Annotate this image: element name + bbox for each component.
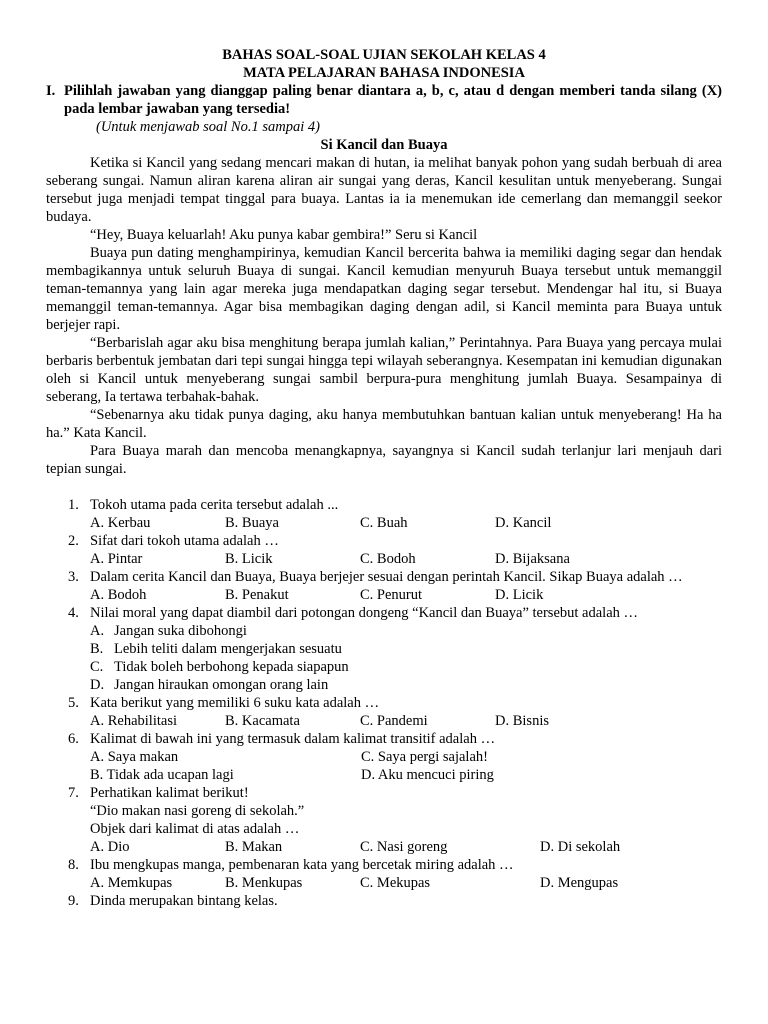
story-paragraph: Buaya pun dating menghampirinya, kemudian Kancil bercerita bahwa ia memiliki daging segar dan hendak membagikannya untuk seluruh Buaya di sungai. Kancil kemudian menyuruh Buaya tersebut untuk memanggil teman-temannya yang lain agar mereka juga mendapatkan daging segar tersebut. Mendengar hal itu, si Buaya memanggil teman-temannya. Agar bisa membagikan daging dengan adil, si Kancil meminta para Buaya untuk berjejer rapi. xyxy=(46,245,722,333)
section-number: I. xyxy=(46,83,56,99)
option-c: C. Buah xyxy=(360,515,408,531)
option-letter: B. xyxy=(90,641,104,657)
question-text: Nilai moral yang dapat diambil dari potongan dongeng “Kancil dan Buaya” tersebut adalah … xyxy=(90,605,639,621)
question-text: Perhatikan kalimat berikut! xyxy=(90,785,249,801)
option-c: C. Pandemi xyxy=(360,713,428,729)
option-b xyxy=(46,640,722,658)
exam-title: BAHAS SOAL-SOAL UJIAN SEKOLAH KELAS 4 xyxy=(222,47,546,63)
option-text: Lebih teliti dalam mengerjakan sesuatu xyxy=(114,641,342,657)
question-number: 7. xyxy=(68,785,79,801)
option-d: D. Mengupas xyxy=(540,875,619,891)
option-b: B. Buaya xyxy=(225,515,279,531)
question-text: Ibu mengkupas manga, pembenaran kata yang bercetak miring adalah … xyxy=(90,857,514,873)
option-c: C. Mekupas xyxy=(360,875,431,891)
question-number: 9. xyxy=(68,893,79,909)
option-a: A. Kerbau xyxy=(90,515,151,531)
option-c: C. Penurut xyxy=(360,587,423,603)
question-number: 2. xyxy=(68,533,79,549)
option-d xyxy=(46,676,722,694)
option-text: Jangan suka dibohongi xyxy=(114,623,247,639)
question-7 xyxy=(46,784,722,802)
question-6 xyxy=(46,730,722,748)
option-d: D. Bisnis xyxy=(495,713,549,729)
option-b: B. Penakut xyxy=(225,587,289,603)
question-5 xyxy=(46,694,722,712)
story-paragraph: “Sebenarnya aku tidak punya daging, aku hanya membutuhkan bantuan kalian untuk menyeberang! Ha ha ha.” Kata Kancil. xyxy=(46,407,722,441)
option-c: C. Bodoh xyxy=(360,551,416,567)
question-prompt: Objek dari kalimat di atas adalah … xyxy=(90,821,300,837)
question-quote: “Dio makan nasi goreng di sekolah.” xyxy=(90,803,305,819)
story-paragraph: “Hey, Buaya keluarlah! Aku punya kabar gembira!” Seru si Kancil xyxy=(90,227,478,243)
question-6-options-row2 xyxy=(46,766,722,784)
question-8-options xyxy=(46,874,722,892)
option-b: B. Licik xyxy=(225,551,273,567)
option-d: D. Bijaksana xyxy=(495,551,570,567)
question-number: 6. xyxy=(68,731,79,747)
story-title: Si Kancil dan Buaya xyxy=(320,137,448,153)
question-3-options xyxy=(46,586,722,604)
option-text: Tidak boleh berbohong kepada siapapun xyxy=(114,659,349,675)
question-7-options xyxy=(46,838,722,856)
option-b: B. Makan xyxy=(225,839,283,855)
question-2 xyxy=(46,532,722,550)
question-8 xyxy=(46,856,722,874)
spacer xyxy=(46,478,722,496)
option-d: D. Aku mencuci piring xyxy=(361,767,494,783)
option-c xyxy=(46,658,722,676)
option-c: C. Saya pergi sajalah! xyxy=(361,749,488,765)
option-a: A. Memkupas xyxy=(90,875,173,891)
question-2-options xyxy=(46,550,722,568)
question-1 xyxy=(46,496,722,514)
option-a: A. Bodoh xyxy=(90,587,147,603)
question-5-options xyxy=(46,712,722,730)
option-c: C. Nasi goreng xyxy=(360,839,448,855)
story-paragraph: Para Buaya marah dan mencoba menangkapnya, sayangnya si Kancil sudah terlanjur lari menjauh dari tepian sungai. xyxy=(46,443,722,477)
option-d: D. Kancil xyxy=(495,515,552,531)
subject-title: MATA PELAJARAN BAHASA INDONESIA xyxy=(243,65,525,81)
option-d: D. Licik xyxy=(495,587,544,603)
instruction-note: (Untuk menjawab soal No.1 sampai 4) xyxy=(96,119,320,135)
question-number: 5. xyxy=(68,695,79,711)
option-letter: A. xyxy=(90,623,105,639)
question-1-options xyxy=(46,514,722,532)
question-4 xyxy=(46,604,722,622)
question-text: Kata berikut yang memiliki 6 suku kata adalah … xyxy=(90,695,380,711)
question-9 xyxy=(46,892,722,910)
option-text: Jangan hiraukan omongan orang lain xyxy=(114,677,329,693)
option-b: B. Kacamata xyxy=(225,713,300,729)
option-a: A. Pintar xyxy=(90,551,143,567)
option-a: A. Dio xyxy=(90,839,130,855)
option-b: B. Menkupas xyxy=(225,875,303,891)
story-paragraph: Ketika si Kancil yang sedang mencari makan di hutan, ia melihat banyak pohon yang sudah berbuah di area seberang sungai. Namun aliran karena aliran air sungai yang deras, Kancil kesulitan untuk menyeberang. Sungai tersebut juga menjadi tempat tinggal para buaya. Lantas ia ia menemukan ide cemerlang dan memanggil seekor budaya. xyxy=(46,155,722,225)
instruction-text: Pilihlah jawaban yang dianggap paling benar diantara a, b, c, atau d dengan memberi tanda silang (X) pada lembar jawaban yang tersedia! xyxy=(64,83,722,117)
question-number: 3. xyxy=(68,569,79,585)
question-number: 4. xyxy=(68,605,79,621)
story-paragraph: “Berbarislah agar aku bisa menghitung berapa jumlah kalian,” Perintahnya. Para Buaya yang percaya mulai berbaris berbentuk jembatan dari tepi sungai hingga tepi wilayah seberangnya. Kesempatan ini kemudian digunakan oleh si Kancil untuk menyeberang sungai sambil berpura-pura menghitung jumlah Buaya. Sesampainya di seberang, Ia tertawa terbahak-bahak. xyxy=(46,335,722,405)
question-number: 1. xyxy=(68,497,79,513)
option-a xyxy=(46,622,722,640)
question-text: Sifat dari tokoh utama adalah … xyxy=(90,533,279,549)
question-number: 8. xyxy=(68,857,79,873)
question-3 xyxy=(46,568,722,586)
option-b: B. Tidak ada ucapan lagi xyxy=(90,767,234,783)
question-text: Dinda merupakan bintang kelas. xyxy=(90,893,278,909)
question-text: Kalimat di bawah ini yang termasuk dalam kalimat transitif adalah … xyxy=(90,731,496,747)
option-letter: C. xyxy=(90,659,104,675)
option-d: D. Di sekolah xyxy=(540,839,621,855)
question-6-options-row1 xyxy=(46,748,722,766)
option-a: A. Saya makan xyxy=(90,749,179,765)
option-letter: D. xyxy=(90,677,105,693)
question-text: Dalam cerita Kancil dan Buaya, Buaya berjejer sesuai dengan perintah Kancil. Sikap Buaya adalah … xyxy=(90,569,683,585)
option-a: A. Rehabilitasi xyxy=(90,713,177,729)
question-text: Tokoh utama pada cerita tersebut adalah ... xyxy=(90,497,339,513)
section-instruction xyxy=(46,82,722,118)
